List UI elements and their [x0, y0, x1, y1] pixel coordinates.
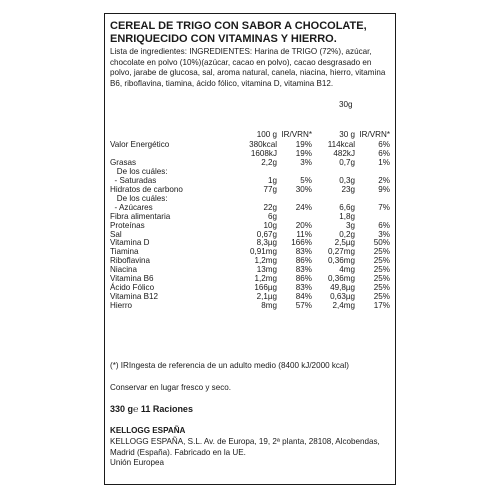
company-title: KELLOGG ESPAÑA [110, 426, 186, 435]
company-address-text: KELLOGG ESPAÑA, S.L. Av. de Europa, 19, 2ª planta, 28108, Alcobendas, Madrid (España). Fabricado en la UE. [110, 437, 380, 457]
row-value-30g: 0,27mg [328, 247, 355, 257]
row-ir-30g: 6% [378, 140, 390, 149]
row-value-30g: 0,3g [339, 175, 355, 185]
row-value-100g: 0,67g [256, 229, 277, 239]
row-value-30g: 0,63µg [330, 292, 355, 302]
row-ir-30g: 25% [373, 274, 390, 284]
storage-instructions: Conservar en lugar fresco y seco. [110, 383, 232, 392]
row-value-30g: 3g [345, 220, 355, 230]
row-label: Ácido Fólico [110, 283, 155, 293]
row-label: - Azúcares [110, 202, 153, 212]
row-value-30g: 4mg [339, 265, 355, 275]
row-ir-100g: 20% [295, 220, 312, 230]
row-ir-100g: 30% [295, 184, 312, 194]
row-label: Hidratos de carbono [110, 184, 183, 194]
row-ir-30g: 6% [378, 148, 390, 158]
row-ir-100g: 57% [295, 301, 312, 311]
row-ir-30g: 3% [378, 229, 390, 239]
product-title-line-2: ENRIQUECIDO CON VITAMINAS Y HIERRO. [110, 33, 337, 45]
row-ir-100g: 3% [300, 157, 312, 167]
row-value-100g: 2,1µg [256, 292, 277, 302]
row-label: Fibra alimentaria [110, 211, 171, 221]
row-value-100g: 1g [267, 175, 277, 185]
row-value-30g: 49,8µg [330, 283, 355, 293]
row-ir-30g: 9% [378, 184, 390, 194]
product-title-line-1: CEREAL DE TRIGO CON SABOR A CHOCOLATE, [110, 20, 367, 32]
row-value-100g: 1608kJ [250, 148, 277, 158]
row-label: Riboflavina [110, 256, 151, 266]
product-title [110, 20, 367, 46]
header-30g: 30 g [339, 130, 355, 139]
row-value-100g: 10g [263, 220, 277, 230]
row-label: Vitamina D [110, 238, 150, 248]
row-ir-100g: 83% [295, 265, 312, 275]
row-label: De los cuáles: [110, 166, 168, 176]
row-label: Proteínas [110, 220, 145, 230]
row-value-100g: 8,3µg [256, 238, 277, 248]
row-ir-100g: 83% [295, 247, 312, 257]
row-value-100g: 166µg [254, 283, 277, 293]
row-ir-100g: 5% [300, 175, 312, 185]
row-value-100g: 77g [263, 184, 277, 194]
row-value-30g: 2,4mg [332, 301, 355, 311]
row-label: Vitamina B6 [110, 274, 154, 284]
row-label: Valor Energético [110, 140, 170, 149]
row-ir-30g: 6% [378, 220, 390, 230]
row-value-30g: 0,2g [339, 229, 355, 239]
row-label: Grasas [110, 157, 137, 167]
row-value-30g: 0,36mg [328, 256, 355, 266]
row-label: Niacina [110, 265, 137, 275]
row-ir-100g: 86% [295, 256, 312, 266]
row-value-30g: 0,7g [339, 157, 355, 167]
net-weight: 330 g℮ 11 Raciones [110, 404, 193, 414]
row-value-30g: 6,6g [339, 202, 355, 212]
row-value-100g: 2,2g [261, 157, 277, 167]
row-label: Hierro [110, 301, 133, 311]
row-ir-100g: 19% [295, 140, 312, 149]
row-value-100g: 6g [267, 211, 277, 221]
row-value-100g: 13mg [256, 265, 277, 275]
row-ir-30g: 25% [373, 292, 390, 302]
row-ir-30g: 25% [373, 265, 390, 275]
origin: Unión Europea [110, 458, 164, 468]
row-label: De los cuáles: [110, 193, 168, 203]
row-value-30g: 0,36mg [328, 274, 355, 284]
header-ir-30g: IR/VRN* [359, 130, 390, 139]
row-label: Tiamina [110, 247, 139, 257]
header-ir-100g: IR/VRN* [281, 130, 312, 139]
row-ir-100g: 11% [296, 229, 312, 239]
row-ir-30g: 2% [378, 175, 390, 185]
row-ir-100g: 19% [295, 148, 312, 158]
row-ir-30g: 25% [373, 256, 390, 266]
row-value-30g: 1,8g [339, 211, 355, 221]
row-label: Sal [110, 229, 122, 239]
row-value-100g: 1,2mg [254, 256, 277, 266]
row-ir-100g: 84% [295, 292, 312, 302]
row-ir-30g: 17% [373, 301, 390, 311]
row-ir-100g: 83% [295, 283, 312, 293]
row-ir-30g: 1% [378, 157, 390, 167]
row-ir-30g: 25% [373, 283, 390, 293]
row-value-100g: 380kcal [249, 140, 277, 149]
row-value-100g: 0,91mg [250, 247, 277, 257]
row-ir-30g: 25% [373, 247, 390, 257]
ingredients-list: Lista de ingredientes: INGREDIENTES: Harina de TRIGO (72%), azúcar, chocolate en polvo (10%)(azúcar, cacao en polvo), cacao desgrasado en polvo, jarabe de glucosa, sal, aroma natural, canela, niacina, hierro, vitamina B6, riboflavina, tiamina, ácido fólico, vitamina D, vitamina B12. [110, 47, 386, 89]
row-value-30g: 114kcal [327, 140, 355, 149]
row-ir-100g: 166% [291, 238, 312, 248]
row-value-100g: 22g [263, 202, 277, 212]
portion-label: 30g [339, 100, 353, 109]
row-ir-100g: 24% [295, 202, 312, 212]
row-ir-100g: 86% [295, 274, 312, 284]
row-value-30g: 482kJ [333, 148, 355, 158]
company-address [110, 437, 394, 469]
reference-note: (*) IRIngesta de referencia de un adulto medio (8400 kJ/2000 kcal) [110, 361, 349, 370]
row-label: Vitamina B12 [110, 292, 158, 302]
row-label: - Saturadas [110, 175, 157, 185]
row-value-30g: 23g [341, 184, 355, 194]
row-ir-30g: 7% [378, 202, 390, 212]
row-value-30g: 2,5µg [334, 238, 355, 248]
row-ir-30g: 50% [373, 238, 390, 248]
row-value-100g: 8mg [261, 301, 277, 311]
row-value-100g: 1,2mg [254, 274, 277, 284]
header-100g: 100 g [256, 130, 277, 139]
